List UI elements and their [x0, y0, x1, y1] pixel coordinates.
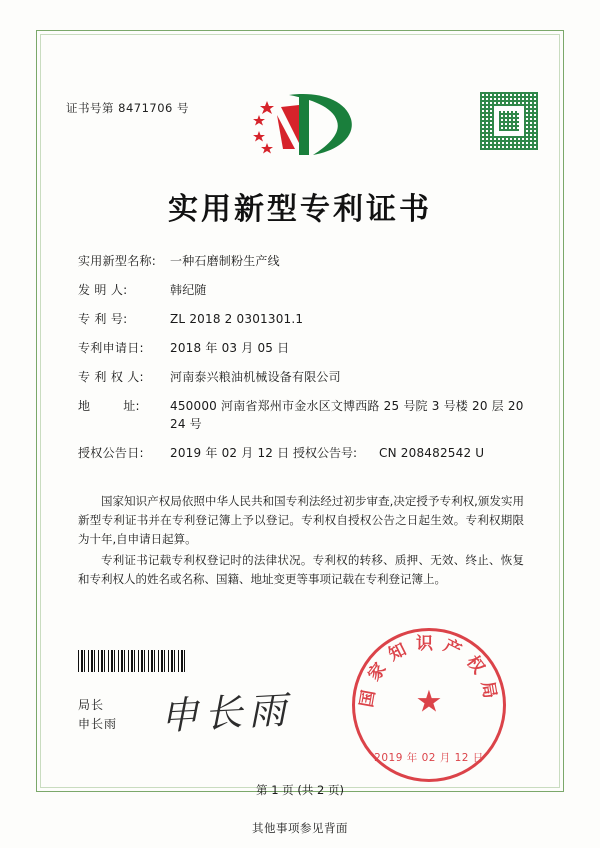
seal-star-icon: ★ — [415, 684, 443, 720]
field-label: 实用新型名称: — [78, 254, 157, 268]
field-label: 授权公告号: — [293, 446, 358, 460]
paragraph: 国家知识产权局依照中华人民共和国专利法经过初步审查,决定授予专利权,颁发实用新型专利证书并在专利登记簿上予以登记。专利权自授权公告之日起生效。专利权期限为十年,自申请日起算。 — [78, 494, 524, 546]
field-row — [78, 281, 528, 299]
field-row — [78, 310, 528, 328]
field-row — [78, 397, 528, 433]
official-seal — [352, 628, 506, 782]
svg-text:国家知识产权局: 国家知识产权局 — [356, 634, 502, 709]
patent-office-logo-icon — [237, 85, 361, 163]
field-label: 专利申请日: — [78, 341, 144, 355]
field-value: ZL 2018 2 0301301.1 — [170, 312, 304, 326]
footer-note: 其他事项参见背面 — [252, 821, 348, 835]
field-row — [78, 339, 528, 357]
signature-title-line2: 申长雨 — [78, 717, 118, 731]
signature-title — [78, 696, 117, 734]
page-number: 第 1 页 (共 2 页) — [256, 783, 344, 797]
field-value: 2019 年 02 月 12 日 — [170, 446, 290, 460]
signature-title-line1: 局长 — [78, 698, 105, 712]
certificate-number: 证书号第 8471706 号 — [66, 101, 190, 115]
seal-date: 2019 年 02 月 12 日 — [374, 752, 484, 764]
qr-code-icon — [480, 92, 538, 150]
barcode — [78, 650, 186, 672]
paragraph: 专利证书记载专利权登记时的法律状况。专利权的转移、质押、无效、终止、恢复和专利权人的姓名或名称、国籍、地址变更等事项记载在专利登记簿上。 — [78, 553, 524, 586]
field-value: 2018 年 03 月 05 日 — [170, 341, 290, 355]
field-value: 韩纪随 — [170, 283, 207, 297]
field-label: 地 址: — [78, 399, 140, 413]
field-row — [78, 368, 528, 386]
page-title: 实用新型专利证书 — [168, 192, 432, 227]
field-label: 发 明 人: — [78, 283, 128, 297]
patent-fields — [78, 252, 528, 473]
field-value: CN 208482542 U — [379, 446, 485, 460]
field-label: 授权公告日: — [78, 446, 144, 460]
field-row — [78, 444, 528, 462]
field-value: 河南泰兴粮油机械设备有限公司 — [170, 370, 341, 384]
field-value: 450000 河南省郑州市金水区文博西路 25 号院 3 号楼 20 层 20 24 号 — [170, 399, 524, 431]
handwritten-signature: 申长雨 — [159, 687, 294, 739]
field-value: 一种石磨制粉生产线 — [170, 254, 280, 268]
field-label: 专 利 权 人: — [78, 370, 144, 384]
field-row — [78, 252, 528, 270]
field-label: 专 利 号: — [78, 312, 128, 326]
legal-text — [78, 492, 524, 591]
